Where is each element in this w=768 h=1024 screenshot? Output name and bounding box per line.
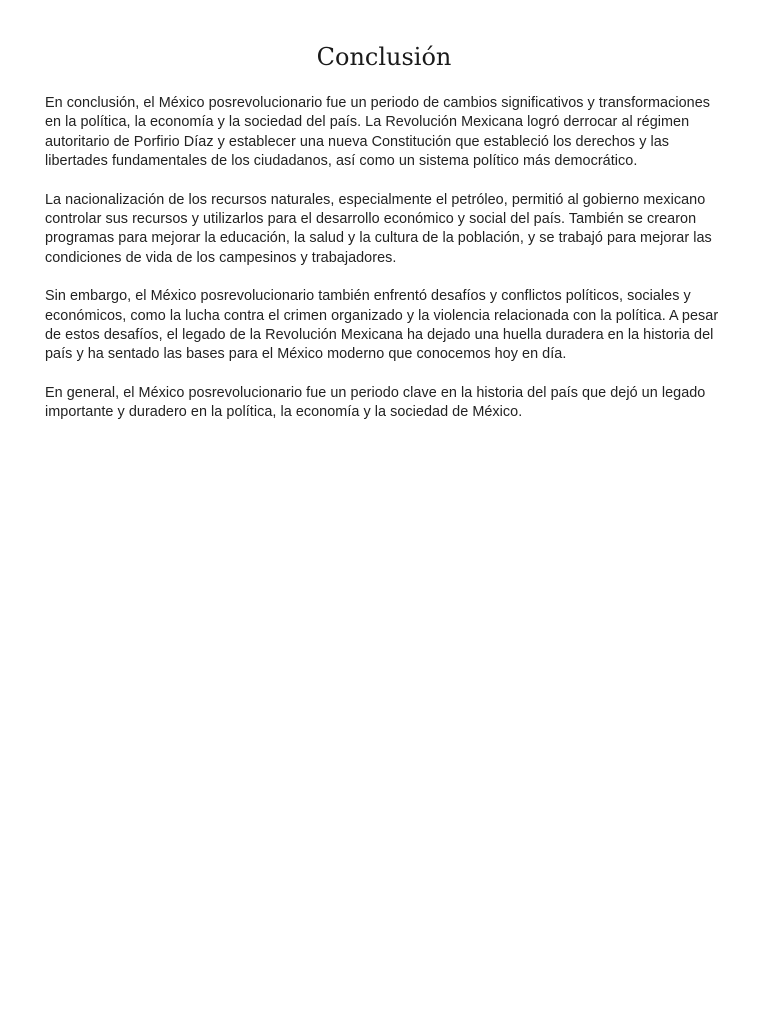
paragraph: Sin embargo, el México posrevolucionario también enfrentó desafíos y conflictos políticos, sociales y económicos, como la lucha contra el crimen organizado y la violencia relacionada con la política. A pesar de estos desafíos, el legado de la Revolución Mexicana ha dejado una huella duradera en la historia del país y ha sentado las bases para el México moderno que conocemos hoy en día.: [45, 288, 719, 363]
paragraph: En conclusión, el México posrevolucionario fue un periodo de cambios significativos y transformaciones en la política, la economía y la sociedad del país. La Revolución Mexicana logró derrocar al régimen autoritario de Porfirio Díaz y establecer una nueva Constitución que estableció los derechos y las libertades fundamentales de los ciudadanos, así como un sistema político más democrático.: [45, 95, 711, 170]
document-body: [45, 94, 725, 442]
paragraph: La nacionalización de los recursos naturales, especialmente el petróleo, permitió al gobierno mexicano controlar sus recursos y utilizarlos para el desarrollo económico y social del país. También se crearon programas para mejorar la educación, la salud y la cultura de la población, y se trabajó para mejorar las condiciones de vida de los campesinos y trabajadores.: [45, 191, 712, 266]
paragraph: En general, el México posrevolucionario fue un periodo clave en la historia del país que dejó un legado importante y duradero en la política, la economía y la sociedad de México.: [45, 384, 706, 421]
page-title: Conclusión: [316, 43, 452, 71]
